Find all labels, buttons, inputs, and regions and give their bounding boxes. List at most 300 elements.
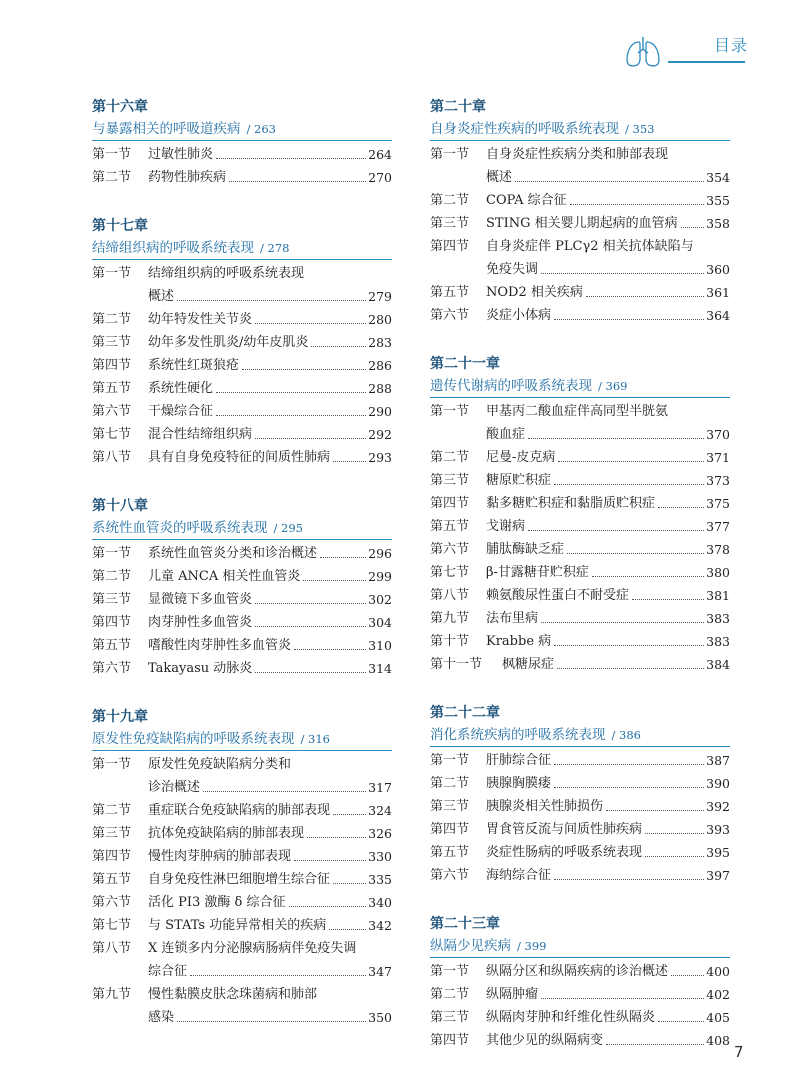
chapter-title: 原发性免疫缺陷病的呼吸系统表现	[92, 731, 295, 747]
chapter-title-link[interactable]	[92, 118, 392, 141]
chapter-title-link[interactable]	[430, 375, 730, 398]
section-label: 第二节	[92, 312, 132, 327]
section-page: 397	[706, 868, 730, 883]
section-title: 胰腺炎相关性肺损伤	[486, 799, 604, 814]
section-label: 第六节	[430, 868, 470, 883]
section-page: 314	[368, 661, 392, 676]
section-page: 355	[706, 193, 730, 208]
section-label: 第四节	[92, 615, 132, 630]
section-title: 幼年多发性肌炎/幼年皮肌炎	[148, 335, 309, 350]
section-page: 354	[706, 170, 730, 185]
chapter-number: 第十七章	[92, 218, 148, 234]
chapter-title-link[interactable]	[430, 935, 730, 958]
section-label: 第七节	[92, 918, 132, 933]
section-label: 第七节	[430, 565, 470, 580]
toc-section-entry[interactable]	[92, 446, 392, 469]
toc-section-entry[interactable]	[430, 983, 730, 1006]
chapter-gap	[430, 327, 730, 353]
section-page: 395	[706, 845, 730, 860]
section-page: 279	[368, 289, 392, 304]
toc-section-entry[interactable]	[92, 423, 392, 446]
section-label: 第四节	[430, 1033, 470, 1048]
section-title: 脯肽酶缺乏症	[486, 542, 565, 557]
chapter-number: 第十九章	[92, 709, 148, 725]
section-label: 第六节	[430, 308, 470, 323]
dot-leader	[671, 975, 704, 976]
toc-section-entry[interactable]	[430, 630, 730, 653]
toc-section-entry[interactable]	[92, 262, 392, 285]
section-title: 重症联合免疫缺陷病的肺部表现	[148, 803, 331, 818]
section-page: 390	[706, 776, 730, 791]
section-label: 第九节	[92, 987, 132, 1002]
toc-section-entry[interactable]	[92, 143, 392, 166]
section-label: 第二节	[92, 569, 132, 584]
dot-leader	[541, 998, 704, 999]
lungs-icon	[624, 34, 662, 70]
section-label: 第二节	[430, 776, 470, 791]
section-title: 显微镜下多血管炎	[148, 592, 253, 607]
section-continuation[interactable]	[92, 285, 392, 308]
toc-section-entry[interactable]	[92, 331, 392, 354]
dot-leader	[645, 833, 704, 834]
toc-section-entry[interactable]	[92, 308, 392, 331]
section-page: 358	[706, 216, 730, 231]
toc-chapter	[430, 913, 730, 1052]
dot-leader	[255, 438, 366, 439]
toc-section-entry[interactable]	[92, 868, 392, 891]
section-label: 第一节	[92, 546, 132, 561]
section-page: 393	[706, 822, 730, 837]
dot-leader	[554, 645, 704, 646]
dot-leader	[320, 557, 366, 558]
section-label: 第一节	[92, 266, 132, 281]
toc-section-entry[interactable]	[430, 795, 730, 818]
section-title: 抗体免疫缺陷病的肺部表现	[148, 826, 305, 841]
toc-section-entry[interactable]	[430, 584, 730, 607]
section-label: 第一节	[430, 147, 470, 162]
dot-leader	[554, 879, 704, 880]
section-title: STING 相关婴儿期起病的血管病	[486, 216, 678, 231]
section-label: 第三节	[92, 592, 132, 607]
section-title: 儿童 ANCA 相关性血管炎	[148, 569, 301, 584]
section-title: 纵隔肿瘤	[486, 987, 539, 1002]
section-page: 370	[706, 427, 730, 442]
section-label: 第四节	[430, 822, 470, 837]
section-page: 296	[368, 546, 392, 561]
section-title: β-甘露糖苷贮积症	[486, 565, 589, 580]
section-page: 270	[368, 170, 392, 185]
toc-section-entry[interactable]	[92, 914, 392, 937]
chapter-page: / 369	[598, 379, 628, 393]
section-title: 炎症小体病	[486, 308, 552, 323]
toc-section-entry[interactable]	[92, 845, 392, 868]
section-label: 第八节	[92, 941, 132, 956]
dot-leader	[528, 438, 704, 439]
chapter-number: 第二十一章	[430, 356, 500, 372]
section-title: 具有自身免疫特征的间质性肺病	[148, 450, 331, 465]
toc-chapter	[430, 702, 730, 887]
section-title: 嗜酸性肉芽肿性多血管炎	[148, 638, 292, 653]
section-title: 与 STATs 功能异常相关的疾病	[148, 918, 327, 933]
toc-section-entry[interactable]	[430, 841, 730, 864]
toc-section-entry[interactable]	[92, 377, 392, 400]
section-title: 系统性红斑狼疮	[148, 358, 240, 373]
section-title: 甲基丙二酸血症伴高同型半胱氨	[486, 404, 669, 419]
toc-section-entry[interactable]	[92, 400, 392, 423]
section-title: 活化 PI3 激酶 δ 综合征	[148, 895, 286, 910]
chapter-page: / 316	[300, 732, 330, 746]
section-title: 慢性黏膜皮肤念珠菌病和肺部	[148, 987, 318, 1002]
section-title: 自身炎症伴 PLCγ2 相关抗体缺陷与	[486, 239, 694, 254]
toc-section-entry[interactable]	[430, 212, 730, 235]
toc-section-entry[interactable]	[430, 561, 730, 584]
toc-section-entry[interactable]	[92, 983, 392, 1006]
section-title: 尼曼-皮克病	[486, 450, 556, 465]
toc-section-entry[interactable]	[430, 864, 730, 887]
toc-section-entry[interactable]	[430, 1029, 730, 1052]
section-label: 第一节	[430, 964, 470, 979]
dot-leader	[203, 791, 366, 792]
toc-section-entry[interactable]	[430, 538, 730, 561]
section-title: X 连锁多内分泌腺病肠病伴免疫失调	[148, 941, 357, 956]
dot-leader	[216, 158, 366, 159]
dot-leader	[229, 181, 366, 182]
section-label: 第三节	[92, 335, 132, 350]
chapter-title: 与暴露相关的呼吸道疾病	[92, 121, 241, 137]
section-page: 342	[368, 918, 392, 933]
section-page: 383	[706, 634, 730, 649]
section-label: 第二节	[430, 450, 470, 465]
section-title: 赖氨酸尿性蛋白不耐受症	[486, 588, 630, 603]
toc-section-entry[interactable]	[92, 354, 392, 377]
dot-leader	[645, 856, 704, 857]
section-page: 288	[368, 381, 392, 396]
dot-leader	[311, 346, 366, 347]
dot-leader	[289, 906, 367, 907]
section-label: 第十一节	[430, 657, 483, 672]
section-page: 264	[368, 147, 392, 162]
dot-leader	[606, 810, 704, 811]
section-label: 第二节	[430, 193, 470, 208]
dot-leader	[567, 553, 704, 554]
toc-section-entry[interactable]	[430, 143, 730, 166]
section-title: 胰腺胸膜瘘	[486, 776, 552, 791]
toc-section-entry[interactable]	[92, 634, 392, 657]
section-label: 第三节	[430, 1010, 470, 1025]
section-page: 371	[706, 450, 730, 465]
section-title-cont: 概述	[148, 289, 175, 304]
section-title: Krabbe 病	[486, 634, 552, 649]
dot-leader	[190, 975, 366, 976]
section-page: 364	[706, 308, 730, 323]
section-label: 第五节	[430, 285, 470, 300]
dot-leader	[294, 649, 366, 650]
section-title-cont: 免疫失调	[486, 262, 539, 277]
section-page: 361	[706, 285, 730, 300]
section-label: 第三节	[92, 826, 132, 841]
section-title: 纵隔分区和纵隔疾病的诊治概述	[486, 964, 669, 979]
dot-leader	[177, 1021, 366, 1022]
section-title: 糖原贮积症	[486, 473, 552, 488]
dot-leader	[255, 626, 366, 627]
section-title: 结缔组织病的呼吸系统表现	[148, 266, 305, 281]
section-label: 第五节	[430, 845, 470, 860]
section-continuation[interactable]	[92, 776, 392, 799]
dot-leader	[216, 415, 366, 416]
dot-leader	[303, 580, 366, 581]
section-page: 293	[368, 450, 392, 465]
toc-section-entry[interactable]	[430, 492, 730, 515]
toc-section-entry[interactable]	[430, 446, 730, 469]
toc-section-entry[interactable]	[92, 611, 392, 634]
dot-leader	[570, 204, 704, 205]
section-label: 第八节	[92, 450, 132, 465]
dot-leader	[255, 603, 366, 604]
dot-leader	[632, 599, 704, 600]
section-title: 混合性结缔组织病	[148, 427, 253, 442]
section-page: 310	[368, 638, 392, 653]
section-page: 408	[706, 1033, 730, 1048]
toc-section-entry[interactable]	[92, 657, 392, 680]
section-page: 405	[706, 1010, 730, 1025]
chapter-page: / 353	[625, 122, 655, 136]
toc-section-entry[interactable]	[430, 469, 730, 492]
section-title: 自身炎症性疾病分类和肺部表现	[486, 147, 669, 162]
section-title: Takayasu 动脉炎	[148, 661, 253, 676]
chapter-page: / 386	[611, 728, 641, 742]
section-title: 自身免疫性淋巴细胞增生综合征	[148, 872, 331, 887]
section-continuation[interactable]	[430, 258, 730, 281]
chapter-page: / 263	[246, 122, 276, 136]
section-label: 第五节	[430, 519, 470, 534]
dot-leader	[554, 764, 704, 765]
toc-section-entry[interactable]	[430, 235, 730, 258]
page-number: 7	[734, 1043, 744, 1061]
section-label: 第十节	[430, 634, 470, 649]
section-title-cont: 概述	[486, 170, 513, 185]
chapter-title: 遗传代谢病的呼吸系统表现	[430, 378, 592, 394]
section-label: 第四节	[92, 849, 132, 864]
section-title: 戈谢病	[486, 519, 526, 534]
section-page: 335	[368, 872, 392, 887]
dot-leader	[307, 837, 366, 838]
section-title: 枫糖尿症	[502, 657, 555, 672]
chapter-title-link[interactable]	[92, 728, 392, 751]
section-page: 360	[706, 262, 730, 277]
section-title: 肝肺综合征	[486, 753, 552, 768]
chapter-title: 纵隔少见疾病	[430, 938, 511, 954]
section-page: 378	[706, 542, 730, 557]
section-title: 海纳综合征	[486, 868, 552, 883]
chapter-number: 第十六章	[92, 99, 148, 115]
dot-leader	[177, 300, 366, 301]
toc-chapter	[430, 96, 730, 327]
section-title: NOD2 相关疾病	[486, 285, 583, 300]
chapter-title: 消化系统疾病的呼吸系统表现	[430, 727, 606, 743]
section-page: 380	[706, 565, 730, 580]
toc-section-entry[interactable]	[430, 749, 730, 772]
dot-leader	[333, 883, 366, 884]
toc-chapter	[92, 96, 392, 189]
toc-chapter	[430, 353, 730, 676]
dot-leader	[333, 461, 366, 462]
chapter-title: 结缔组织病的呼吸系统表现	[92, 240, 254, 256]
dot-leader	[592, 576, 704, 577]
header-divider	[668, 61, 745, 63]
section-title: 系统性硬化	[148, 381, 214, 396]
section-label: 第九节	[430, 611, 470, 626]
dot-leader	[658, 1021, 704, 1022]
toc-section-entry[interactable]	[92, 822, 392, 845]
dot-leader	[558, 461, 704, 462]
chapter-gap	[92, 189, 392, 215]
chapter-title: 系统性血管炎的呼吸系统表现	[92, 520, 268, 536]
section-title-cont: 酸血症	[486, 427, 526, 442]
section-continuation[interactable]	[430, 166, 730, 189]
section-title-cont: 感染	[148, 1010, 175, 1025]
dot-leader	[658, 507, 704, 508]
toc-section-entry[interactable]	[430, 960, 730, 983]
section-title: 药物性肺疾病	[148, 170, 227, 185]
section-title-cont: 综合征	[148, 964, 188, 979]
dot-leader	[216, 392, 366, 393]
section-page: 317	[368, 780, 392, 795]
section-title: 原发性免疫缺陷病分类和	[148, 757, 292, 772]
toc-section-entry[interactable]	[92, 937, 392, 960]
chapter-page: / 295	[273, 521, 303, 535]
toc-right-column	[430, 96, 730, 1052]
section-title-cont: 诊治概述	[148, 780, 201, 795]
section-title: COPA 综合征	[486, 193, 567, 208]
toc-section-entry[interactable]	[92, 891, 392, 914]
section-label: 第五节	[92, 638, 132, 653]
section-label: 第三节	[430, 216, 470, 231]
dot-leader	[541, 273, 704, 274]
toc-section-entry[interactable]	[430, 304, 730, 327]
section-continuation[interactable]	[92, 1006, 392, 1029]
section-label: 第六节	[92, 895, 132, 910]
toc-section-entry[interactable]	[430, 281, 730, 304]
chapter-title: 自身炎症性疾病的呼吸系统表现	[430, 121, 619, 137]
page-header	[0, 0, 800, 80]
chapter-title-link[interactable]	[430, 118, 730, 141]
toc-chapter	[92, 215, 392, 469]
section-label: 第八节	[430, 588, 470, 603]
chapter-number: 第十八章	[92, 498, 148, 514]
section-label: 第一节	[92, 147, 132, 162]
section-page: 377	[706, 519, 730, 534]
section-page: 302	[368, 592, 392, 607]
toc-section-entry[interactable]	[430, 1006, 730, 1029]
toc-section-entry[interactable]	[430, 189, 730, 212]
toc-section-entry[interactable]	[92, 799, 392, 822]
section-page: 387	[706, 753, 730, 768]
section-page: 330	[368, 849, 392, 864]
section-page: 402	[706, 987, 730, 1002]
chapter-gap	[430, 676, 730, 702]
section-label: 第四节	[92, 358, 132, 373]
section-title: 胃食管反流与间质性肺疾病	[486, 822, 643, 837]
toc-section-entry[interactable]	[92, 588, 392, 611]
chapter-title-link[interactable]	[92, 237, 392, 260]
section-continuation[interactable]	[430, 423, 730, 446]
chapter-page: / 278	[260, 241, 290, 255]
toc-left-column	[92, 96, 392, 1029]
dot-leader	[606, 1044, 704, 1045]
dot-leader	[255, 672, 366, 673]
toc-section-entry[interactable]	[430, 400, 730, 423]
dot-leader	[586, 296, 704, 297]
section-label: 第五节	[92, 381, 132, 396]
toc-section-entry[interactable]	[430, 607, 730, 630]
section-page: 400	[706, 964, 730, 979]
section-label: 第四节	[430, 239, 470, 254]
section-page: 392	[706, 799, 730, 814]
section-page: 324	[368, 803, 392, 818]
section-label: 第六节	[430, 542, 470, 557]
section-page: 340	[368, 895, 392, 910]
section-page: 375	[706, 496, 730, 511]
section-page: 304	[368, 615, 392, 630]
toc-section-entry[interactable]	[92, 753, 392, 776]
dot-leader	[541, 622, 704, 623]
section-page: 384	[706, 657, 730, 672]
section-title: 系统性血管炎分类和诊治概述	[148, 546, 318, 561]
toc-section-entry[interactable]	[430, 653, 730, 676]
section-title: 干燥综合征	[148, 404, 214, 419]
chapter-title-link[interactable]	[430, 724, 730, 747]
section-continuation[interactable]	[92, 960, 392, 983]
chapter-number: 第二十二章	[430, 705, 500, 721]
section-label: 第六节	[92, 661, 132, 676]
section-label: 第三节	[430, 799, 470, 814]
toc-section-entry[interactable]	[430, 515, 730, 538]
section-page: 326	[368, 826, 392, 841]
section-title: 法布里病	[486, 611, 539, 626]
dot-leader	[242, 369, 366, 370]
section-label: 第二节	[92, 170, 132, 185]
dot-leader	[554, 319, 704, 320]
toc-section-entry[interactable]	[430, 772, 730, 795]
dot-leader	[515, 181, 704, 182]
toc-section-entry[interactable]	[430, 818, 730, 841]
chapter-title-link[interactable]	[92, 517, 392, 540]
toc-section-entry[interactable]	[92, 542, 392, 565]
dot-leader	[681, 227, 705, 228]
toc-chapter	[92, 495, 392, 680]
section-page: 280	[368, 312, 392, 327]
section-title: 过敏性肺炎	[148, 147, 214, 162]
toc-section-entry[interactable]	[92, 166, 392, 189]
dot-leader	[554, 787, 704, 788]
section-title: 幼年特发性关节炎	[148, 312, 253, 327]
section-label: 第四节	[430, 496, 470, 511]
section-page: 290	[368, 404, 392, 419]
section-title: 纵隔肉芽肿和纤维化性纵隔炎	[486, 1010, 656, 1025]
section-page: 347	[368, 964, 392, 979]
section-page: 383	[706, 611, 730, 626]
section-title: 炎症性肠病的呼吸系统表现	[486, 845, 643, 860]
section-page: 299	[368, 569, 392, 584]
dot-leader	[554, 484, 704, 485]
dot-leader	[329, 929, 366, 930]
section-title: 其他少见的纵隔病变	[486, 1033, 604, 1048]
section-label: 第六节	[92, 404, 132, 419]
dot-leader	[255, 323, 366, 324]
section-label: 第一节	[430, 753, 470, 768]
toc-section-entry[interactable]	[92, 565, 392, 588]
section-label: 第三节	[430, 473, 470, 488]
